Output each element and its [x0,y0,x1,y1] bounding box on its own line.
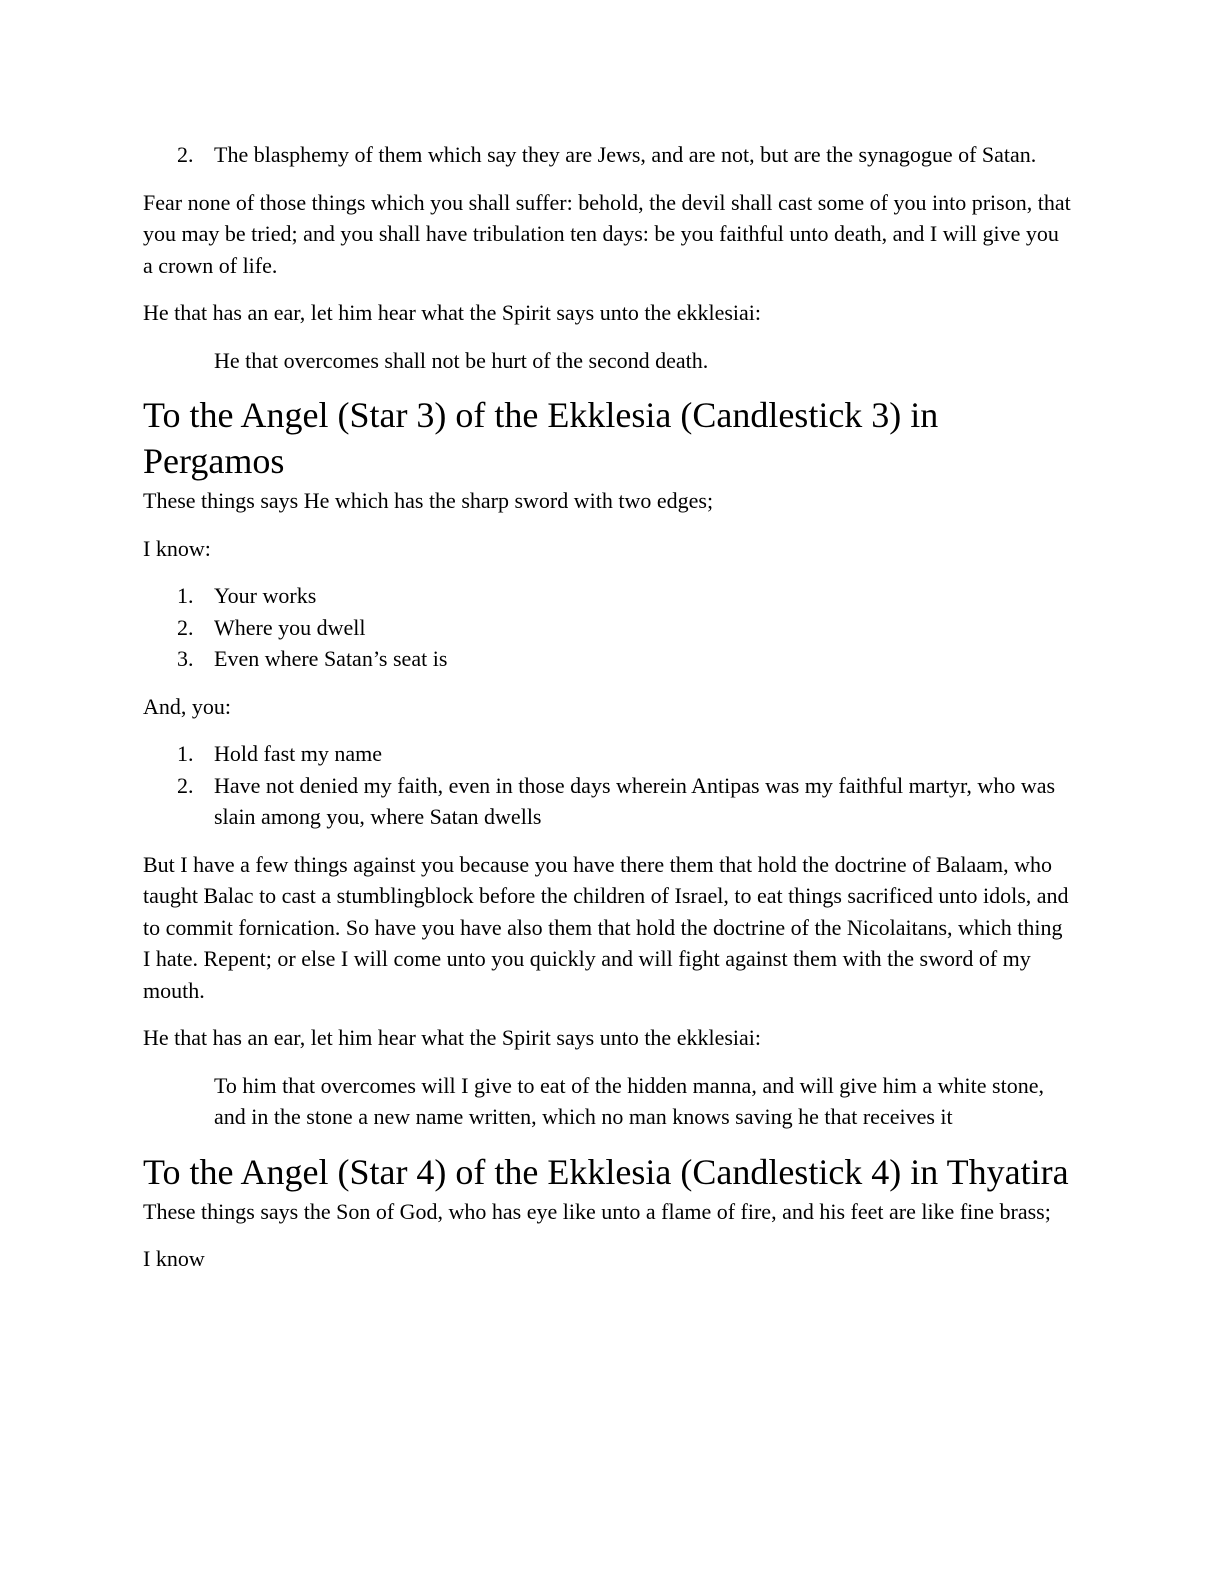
list-item [143,643,1073,675]
list-item-text: Where you dwell [214,614,366,640]
list-number: 1. [177,741,194,766]
list-item-text: Your works [214,583,317,608]
list-number: 2. [177,772,194,798]
paragraph-ear-2: He that has an ear, let him hear what the Spirit says unto the ekklesiai: [143,1025,761,1050]
block-quote-1: He that overcomes shall not be hurt of the second death. [214,347,709,373]
list-item [143,612,1073,644]
list-item-text: Hold fast my name [214,741,383,766]
paragraph-pergamos-intro: These things says He which has the sharp sword with two edges; [143,488,714,513]
list-item [143,738,1073,770]
heading-pergamos: To the Angel (Star 3) of the Ekklesia (Candlestick 3) in Pergamos [143,395,939,481]
paragraph-ear-1: He that has an ear, let him hear what the Spirit says unto the ekklesiai: [143,300,761,325]
paragraph-against-you: But I have a few things against you because you have there them that hold the doctrine of Balaam, who taught Balac to cast a stumblingblock before the children of Israel, to eat things sacrificed unto idols, and to commit fornication. So have you have also them that hold the doctrine of the Nicolaitans, which thing I hate. Repent; or else I will come unto you quickly and will fight against them with the sword of my mouth. [143,851,1069,1003]
list-number: 2. [177,142,194,167]
blasphemy-list [143,139,1073,171]
block-quote-2: To him that overcomes will I give to eat of the hidden manna, and will give him a white stone, and in the stone a new name written, which no man knows saving he that receives it [214,1072,1044,1129]
paragraph-i-know-1: I know: [143,535,211,561]
list-number: 1. [177,583,194,608]
and-you-list [143,738,1073,833]
paragraph-and-you: And, you: [143,693,231,719]
paragraph-fear-none: Fear none of those things which you shall suffer: behold, the devil shall cast some of you into prison, that you may be tried; and you shall have tribulation ten days: be you faithful unto death, and I will give you a crown of life. [143,189,1071,278]
document-page [143,139,1073,1291]
list-item-text: The blasphemy of them which say they are Jews, and are not, but are the synagogue of Satan. [214,142,1037,167]
list-item [143,139,1073,171]
paragraph-i-know-2: I know [143,1246,205,1271]
list-item [143,770,1073,833]
list-item-text: Have not denied my faith, even in those days wherein Antipas was my faithful martyr, who was slain among you, where Satan dwells [214,772,1056,829]
list-item-text: Even where Satan’s seat is [214,646,448,671]
list-number: 3. [177,646,194,671]
heading-thyatira: To the Angel (Star 4) of the Ekklesia (Candlestick 4) in Thyatira [143,1151,1069,1192]
list-number: 2. [177,614,194,640]
i-know-list [143,580,1073,675]
paragraph-thyatira-intro: These things says the Son of God, who has eye like unto a flame of fire, and his feet are like fine brass; [143,1198,1051,1224]
list-item [143,580,1073,612]
